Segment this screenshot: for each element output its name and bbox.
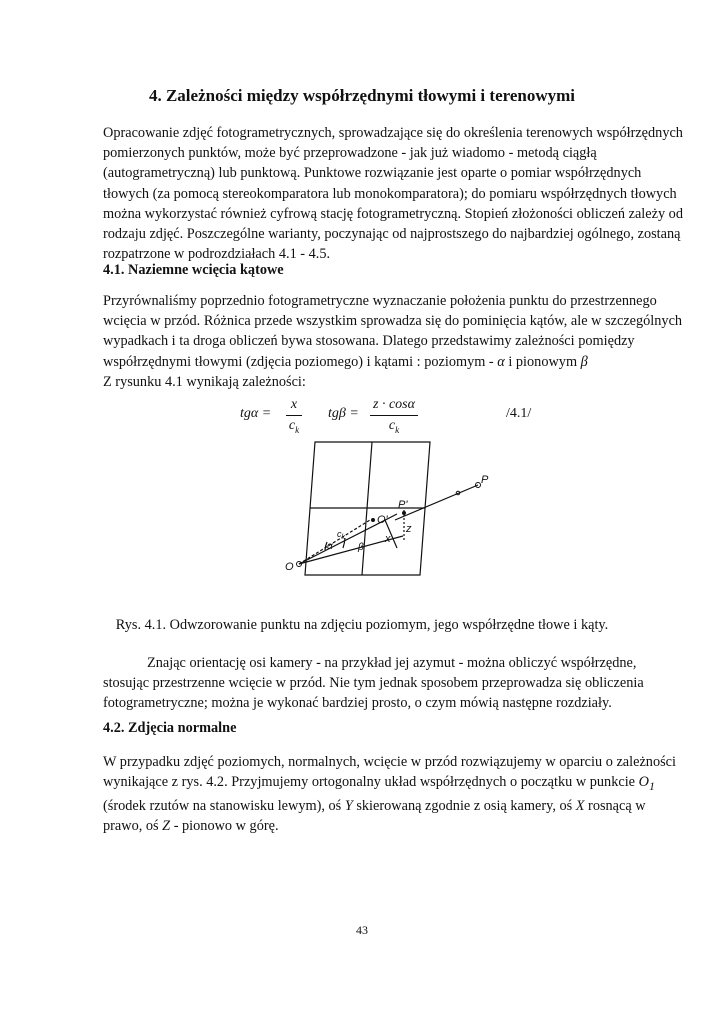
y-axis-symbol: Y xyxy=(344,798,353,815)
paragraph-orientation: Znając orientację osi kamery - na przykład jej azymut - można obliczyć współrzędne, stosując przestrzenne wcięcie w przód. Nie tym jednak sposobem przeprowadza się obliczenia fotogrametryczne; można je wykonać bardziej prosto, o czym mówią następne rozdziały. xyxy=(103,655,644,712)
paragraph-text: rosnącą w prawo, oś xyxy=(103,798,646,835)
page-number: 43 xyxy=(356,923,368,937)
paragraph-text: - pionowo w górę. xyxy=(170,818,279,835)
paragraph-text: (środek rzutów na stanowisku lewym), oś xyxy=(103,798,345,815)
denominator-sub: k xyxy=(395,424,400,435)
alpha-symbol: α xyxy=(497,353,505,370)
fraction-bar xyxy=(370,415,418,416)
numerator: x xyxy=(290,397,298,412)
formula-lhs-beta: tgβ = xyxy=(328,406,359,421)
paragraph-text: i pionowym xyxy=(504,353,581,370)
x-axis-symbol: X xyxy=(575,798,585,815)
label-beta: β xyxy=(358,542,364,553)
denominator xyxy=(370,417,418,439)
denominator-c: c xyxy=(388,418,396,433)
label-alpha: α xyxy=(327,541,333,552)
section-4-2-heading: 4.2. Zdjęcia normalne xyxy=(103,720,237,736)
o1-symbol xyxy=(638,774,655,794)
section-4-2-paragraph xyxy=(103,752,683,837)
fraction-bar xyxy=(286,415,302,416)
paragraph-text: Przyrównaliśmy poprzednio fotogrametryczne wyznaczanie położenia punktu do przestrzennego wcięcia w przód. Różnica przede wszystkim sprowadza się do pominięcia kątów, ale w szczególnych wypadkach i ta droga obliczeń bywa stosowana. Dlatego przedstawimy zależności pomiędzy współrzędnymi tłowymi (zdjęcia poziomego) i kątami : poziomym - xyxy=(103,293,683,370)
denominator-sub: k xyxy=(295,424,300,435)
label-o: O xyxy=(285,561,294,573)
chapter-title: 4. Zależności między współrzędnymi tłowymi i terenowymi xyxy=(148,86,576,105)
label-o-prime: O' xyxy=(377,514,388,526)
image-point xyxy=(402,511,406,515)
paragraph-text: Z rysunku 4.1 wynikają zależności: xyxy=(103,373,306,390)
formula-4-1 xyxy=(240,396,580,438)
formula-lhs-alpha: tgα = xyxy=(240,406,272,421)
figure-4-1-diagram xyxy=(285,440,495,580)
label-z: z xyxy=(406,523,412,535)
label-x: x xyxy=(385,533,391,545)
beta-symbol: β xyxy=(580,353,588,370)
section-4-1-paragraph xyxy=(103,291,683,392)
label-p: P xyxy=(481,474,489,486)
paragraph-text: W przypadku zdjęć poziomych, normalnych, wcięcie w przód rozwiązujemy w oparciu o zależności wynikające z rys. 4.2. Przyjmujemy ortogonalny układ współrzędnych o początku w punkcie xyxy=(103,754,676,791)
section-4-1-heading: 4.1. Naziemne wcięcia kątowe xyxy=(103,262,284,278)
z-axis-symbol: Z xyxy=(162,818,171,835)
label-ck-c: c xyxy=(337,529,342,539)
intro-paragraph: Opracowanie zdjęć fotogrametrycznych, sprowadzające się do określenia terenowych współrzędnych pomierzonych punktów, może być przeprowadzone - jak już wiadomo - metodą ciągłą (autogrametryczną) lub punktową. Punktowe rozwiązanie jest oparte o pomiar współrzędnych tłowych (za pomocą stereokomparatora lub monokomparatora); do pomiaru współrzędnych tłowych można wykorzystać również cyfrową stację fotogrametryczną. Stopień złożoności obliczeń zależy od rodzaju zdjęć. Poszczególne warianty, poczynając od najprostszego do najbardziej ogólnego, zostaną rozpatrzone w podrozdziałach 4.1 - 4.5. xyxy=(103,125,683,263)
paragraph-text: skierowaną zgodnie z osią kamery, oś xyxy=(352,798,576,815)
fraction-x-over-ck xyxy=(286,396,302,439)
denominator-c: c xyxy=(288,418,296,433)
denominator xyxy=(286,417,302,439)
numerator: z · cosα xyxy=(373,397,415,412)
o1-letter: O xyxy=(638,774,649,791)
equation-number: /4.1/ xyxy=(506,406,532,421)
fraction-zcos-over-ck xyxy=(370,396,418,439)
principal-point xyxy=(371,518,375,522)
label-ck-sub: k xyxy=(341,534,345,541)
figure-caption: Rys. 4.1. Odwzorowanie punktu na zdjęciu poziomym, jego współrzędne tłowe i kąty. xyxy=(115,617,609,633)
o1-subscript: 1 xyxy=(648,779,655,794)
ray-to-p xyxy=(395,485,478,520)
label-p-prime: P' xyxy=(398,499,408,511)
